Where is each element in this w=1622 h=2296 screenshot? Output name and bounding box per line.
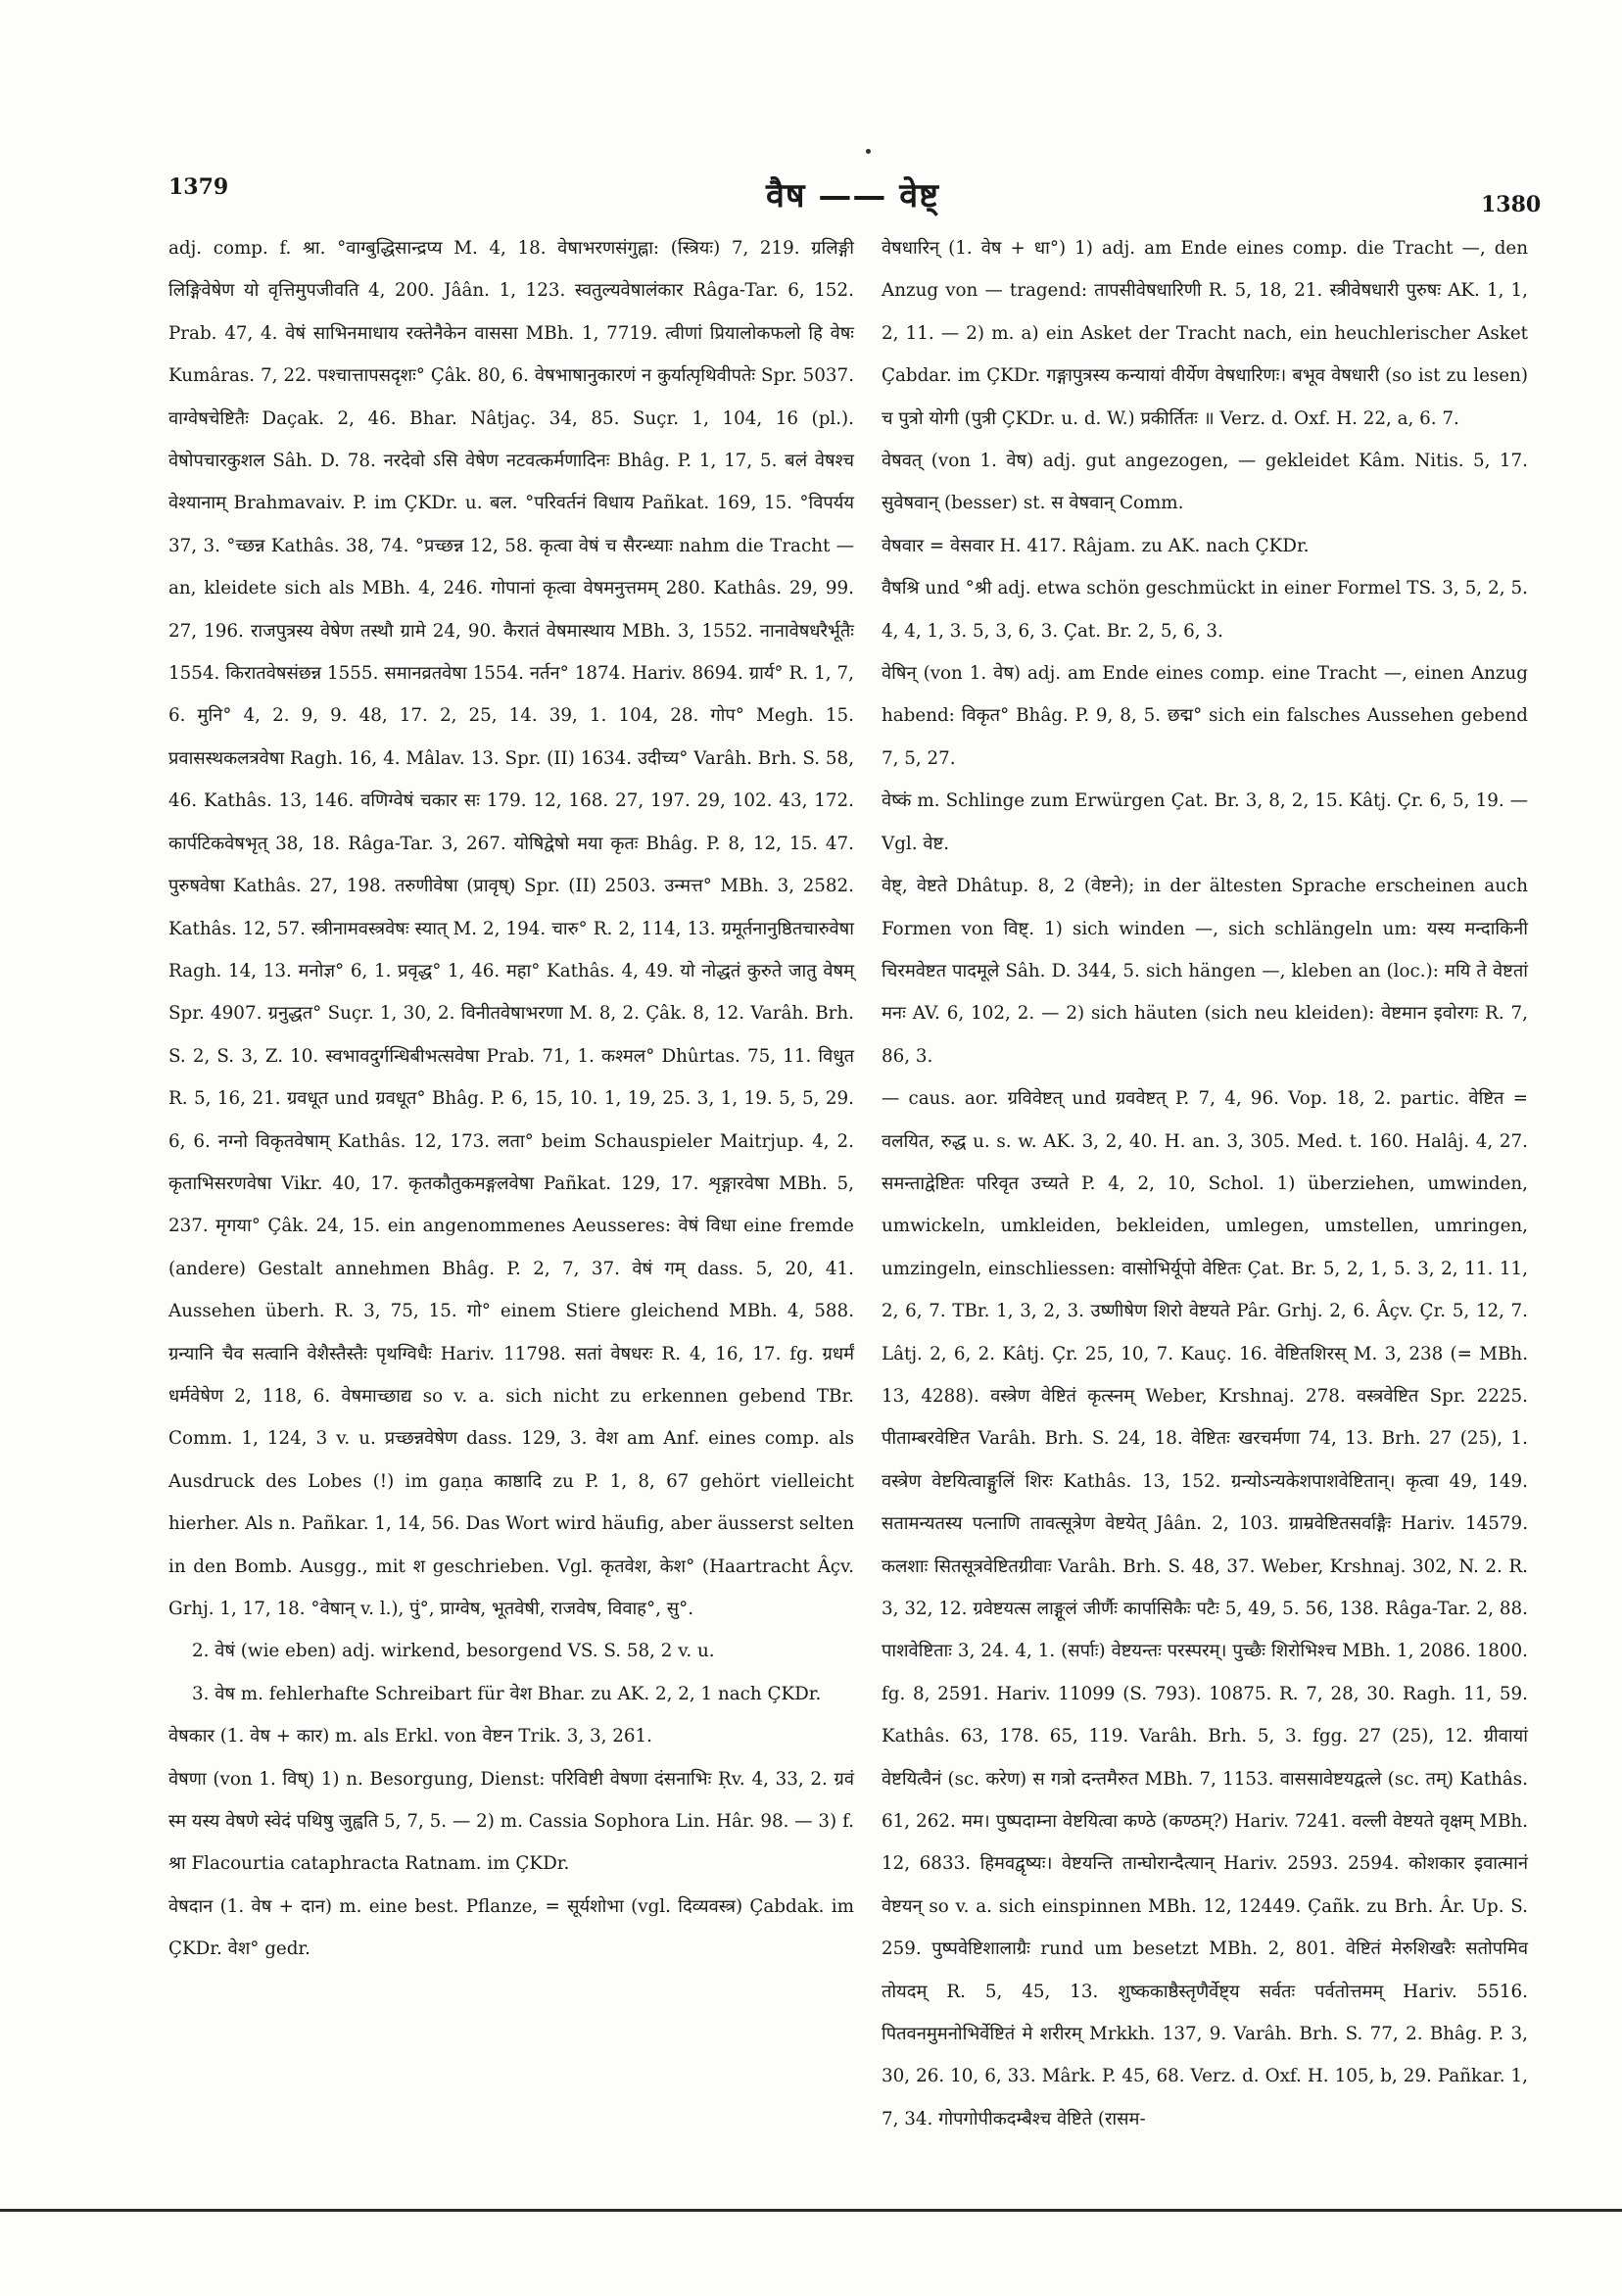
bottom-rule <box>0 2209 1622 2212</box>
entry-veshashri: वैषश्रि und °श्री adj. etwa schön geschmückt in einer Formel TS. 3, 5, 2, 5. 4, 4, 1, 3. 5, 3, 6, 3. Çat. Br. 2, 5, 6, 3. <box>882 578 1528 642</box>
page-number-left: 1379 <box>168 174 229 200</box>
left-column <box>168 227 854 1971</box>
entry-veshta: वेष्ट्, वेष्टते Dhâtup. 8, 2 (वेष्टने); in der ältesten Sprache erscheinen auch Formen von विष्ट्. 1) sich winden —, sich schlängeln um: यस्य मन्दाकिनी चिरमवेष्टत पादमूले Sâh. D. 344, 5. sich hängen —, kleben an (loc.): मयि ते वेष्टतां मनः AV. 6, 102, 2. — 2) sich häuten (sich neu kleiden): वेष्टमान इवोरगः R. 7, 86, 3. <box>882 876 1528 1067</box>
running-header: वैष —— वेष्ट् <box>766 176 939 215</box>
entry-veshavara: वेषवार = वेसवार H. 417. Râjam. zu AK. nach ÇKDr. <box>882 535 1310 556</box>
entry-veshka: वेष्कं m. Schlinge zum Erwürgen Çat. Br. 3, 8, 2, 15. Kâtj. Çr. 6, 5, 19. — Vgl. वेष्ट. <box>882 790 1528 854</box>
entry-veshadana: वेषदान (1. वेष + दान) m. eine best. Pflanze, = सूर्यशोभा (vgl. दिव्यवस्त्र) Çabdak. im ÇKDr. वेश° gedr. <box>168 1895 854 1960</box>
entry-vesha-3: 3. वेष m. fehlerhafte Schreibart für वेश Bhar. zu AK. 2, 2, 1 nach ÇKDr. <box>192 1683 822 1704</box>
page-number-right: 1380 <box>1481 192 1542 217</box>
entry-veshavat: वेषवत् (von 1. वेष) adj. gut angezogen, — gekleidet Kâm. Nitis. 5, 17. सुवेषवान् (besser) st. स वेषवान् Comm. <box>882 451 1528 514</box>
right-column <box>882 227 1528 2140</box>
entry-veshta-causative: — caus. aor. ग्रविवेष्टत् und ग्रववेष्टत् P. 7, 4, 96. Vop. 18, 2. partic. वेष्टित = वलयित, रुद्ध u. s. w. AK. 3, 2, 40. H. an. 3, 305. Med. t. 160. Halâj. 4, 27. समन्ताद्वेष्टितः परिवृत उच्यते P. 4, 2, 10, Schol. 1) überziehen, umwinden, umwickeln, umkleiden, bekleiden, umlegen, umstellen, umringen, umzingeln, einschliessen: वासोभिर्यूपो वेष्टितः Çat. Br. 5, 2, 1, 5. 3, 2, 11. 11, 2, 6, 7. TBr. 1, 3, 2, 3. उष्णीषेण शिरो वेष्टयते Pâr. Grhj. 2, 6. Âçv. Çr. 5, 12, 7. Lâtj. 2, 6, 2. Kâtj. Çr. 25, 10, 7. Kauç. 16. वेष्टितशिरस् M. 3, 238 (= MBh. 13, 4288). वस्त्रेण वेष्टितं कृत्स्नम् Weber, Krshnaj. 278. वस्त्रवेष्टित Spr. 2225. पीताम्बरवेष्टित Varâh. Brh. S. 24, 18. वेष्टितः खरचर्मणा 74, 13. Brh. 27 (25), 1. वस्त्रेण वेष्टयित्वाङ्गुलिं शिरः Kathâs. 13, 152. ग्रन्योऽन्यकेशपाशवेष्टितान्। कृत्वा 49, 149. सतामन्यतस्य पत्नाणि तावत्सूत्रेण वेष्टयेत् Jâân. 2, 103. ग्राम्रवेष्टितसर्वाङ्गैः Hariv. 14579. कलशाः सितसूत्रवेष्टितग्रीवाः Varâh. Brh. S. 48, 37. Weber, Krshnaj. 302, N. 2. R. 3, 32, 12. ग्रवेष्टयत्स लाङ्गूलं जीर्णैः कार्पासिकैः पटैः 5, 49, 5. 56, 138. Râga-Tar. 2, 88. पाशवेष्टिताः 3, 24. 4, 1. (सर्पाः) वेष्टयन्तः परस्परम्। पुच्छैः शिरोभिश्च MBh. 1, 2086. 1800. fg. 8, 2591. Hariv. 11099 (S. 793). 10875. R. 7, 28, 30. Ragh. 11, 59. Kathâs. 63, 178. 65, 119. Varâh. Brh. 5, 3. fgg. 27 (25), 12. ग्रीवायां वेष्टयित्वैनं (sc. करेण) स गत्रो दन्तमैरुत MBh. 7, 1153. वाससावेष्टयद्वत्ले (sc. तम्) Kathâs. 61, 262. मम। पुष्पदाम्ना वेष्टयित्वा कण्ठे (कण्ठम्?) Hariv. 7241. वल्ली वेष्टयते वृक्षम् MBh. 12, 6833. हिमवद्वृष्यः। वेष्टयन्ति तान्घोरान्दैत्यान् Hariv. 2593. 2594. कोशकार इवात्मानं वेष्टयन् so v. a. sich einspinnen MBh. 12, 12449. Çañk. zu Brh. Âr. Up. S. 259. पुष्पवेष्टिशालाग्रैः rund um besetzt MBh. 2, 801. वेष्टितं मेरुशिखरैः सतोपमिव तोयदम् R. 5, 45, 13. शुष्ककाष्ठैस्तृणैर्वेष्ट्य सर्वतः पर्वतोत्तमम् Hariv. 5516. पितवनमुमनोभिर्वेष्टितं मे शरीरम् Mrkkh. 137, 9. Varâh. Brh. S. 77, 2. Bhâg. P. 3, 30, 26. 10, 6, 33. Mârk. P. 45, 68. Verz. d. Oxf. H. 105, b, 29. Pañkar. 1, 7, 34. गोपगोपीकदम्बैश्च वेष्टिते (रासम- <box>882 1088 1528 2129</box>
entry-vesha-continued: adj. comp. f. श्रा. °वाग्बुद्धिसान्द्रप्य M. 4, 18. वेषाभरणसंगुह्ना: (स्त्रियः) 7, 219. ग्रलिङ्गी लिङ्गिवेषेण यो वृत्तिमुपजीवति 4, 200. Jâân. 1, 123. स्वतुल्यवेषालंकार Râga-Tar. 6, 152. Prab. 47, 4. वेषं साभिनमाधाय रक्तेनैकेन वाससा MBh. 1, 7719. त्वीणां प्रियालोकफलो हि वेषः Kumâras. 7, 22. पश्चात्तापसदृशः° Çâk. 80, 6. वेषभाषानुकारणं न कुर्यात्पृथिवीपतेः Spr. 5037. वाग्वेषचेष्टितैः Daçak. 2, 46. Bhar. Nâtjaç. 34, 85. Suçr. 1, 104, 16 (pl.). वेषोपचारकुशल Sâh. D. 78. नरदेवो ऽसि वेषेण नटवत्कर्मणादिनः Bhâg. P. 1, 17, 5. बलं वेषश्च वेश्यानाम् Brahmavaiv. P. im ÇKDr. u. बल. °परिवर्तनं विधाय Pañkat. 169, 15. °विपर्यय 37, 3. °च्छन्न Kathâs. 38, 74. °प्रच्छन्न 12, 58. कृत्वा वेषं च सैरन्ध्याः nahm die Tracht — an, kleidete sich als MBh. 4, 246. गोपानां कृत्वा वेषमनुत्तमम् 280. Kathâs. 29, 99. 27, 196. राजपुत्रस्य वेषेण तस्थौ ग्रामे 24, 90. कैरातं वेषमास्थाय MBh. 3, 1552. नानावेषधरैर्भूतैः 1554. किरातवेषसंछन्न 1555. समानव्रतवेषा 1554. नर्तन° 1874. Hariv. 8694. ग्रार्य° R. 1, 7, 6. मुनि° 4, 2. 9, 9. 48, 17. 2, 25, 14. 39, 1. 104, 28. गोप° Megh. 15. प्रवासस्थकलत्रवेषा Ragh. 16, 4. Mâlav. 13. Spr. (II) 1634. उदीच्य° Varâh. Brh. S. 58, 46. Kathâs. 13, 146. वणिग्वेषं चकार सः 179. 12, 168. 27, 197. 29, 102. 43, 172. कार्पटिकवेषभृत् 38, 18. Râga-Tar. 3, 267. योषिद्वेषो मया कृतः Bhâg. P. 8, 12, 15. 47. पुरुषवेषा Kathâs. 27, 198. तरुणीवेषा (प्रावृष्) Spr. (II) 2503. उन्मत्त° MBh. 3, 2582. Kathâs. 12, 57. स्त्रीनामवस्त्रवेषः स्यात् M. 2, 194. चारु° R. 2, 114, 13. ग्रमूर्तनानुष्ठितचारुवेषा Ragh. 14, 13. मनोज्ञ° 6, 1. प्रवृद्ध° 1, 46. महा° Kathâs. 4, 49. यो नोद्धतं कुरुते जातु वेषम् Spr. 4907. ग्रनुद्धत° Suçr. 1, 30, 2. विनीतवेषाभरणा M. 8, 2. Çâk. 8, 12. Varâh. Brh. S. 2, S. 3, Z. 10. स्वभावदुर्गन्धिबीभत्सवेषा Prab. 71, 1. कश्मल° Dhûrtas. 75, 11. विधुत R. 5, 16, 21. ग्रवधूत und ग्रवधूत° Bhâg. P. 6, 15, 10. 1, 19, 25. 3, 1, 19. 5, 5, 29. 6, 6. नग्नो विकृतवेषाम् Kathâs. 12, 173. लता° beim Schauspieler Maitrjup. 4, 2. कृताभिसरणवेषा Vikr. 40, 17. कृतकौतुकमङ्गलवेषा Pañkat. 129, 17. शृङ्गारवेषा MBh. 5, 237. मृगया° Çâk. 24, 15. ein angenommenes Aeusseres: वेषं विधा eine fremde (andere) Gestalt annehmen Bhâg. P. 2, 7, 37. वेषं गम् dass. 5, 20, 41. Aussehen überh. R. 3, 75, 15. गो° einem Stiere gleichend MBh. 4, 588. ग्रन्यानि चैव सत्वानि वेशैस्तैस्तैः पृथग्विधैः Hariv. 11798. सतां वेषधरः R. 4, 16, 17. fg. ग्रधर्मं धर्मवेषेण 2, 118, 6. वेषमाच्छाद्य so v. a. sich nicht zu erkennen gebend TBr. Comm. 1, 124, 3 v. u. प्रच्छन्नवेषेण dass. 129, 3. वेश am Anf. eines comp. als Ausdruck des Lobes (!) im gaṇa काष्ठादि zu P. 1, 8, 67 gehört vielleicht hierher. Als n. Pañkar. 1, 14, 56. Das Wort wird häufig, aber äusserst selten in den Bomb. Ausgg., mit श geschrieben. Vgl. कृतवेश, केश° (Haartracht Âçv. Grhj. 1, 17, 18. °वेषान् v. l.), पुं°, प्राग्वेष, भूतवेषी, राजवेष, विवाह°, सु°. <box>168 238 854 1619</box>
entry-veshin: वेषिन् (von 1. वेष) adj. am Ende eines comp. eine Tracht —, einen Anzug habend: विकृत° Bhâg. P. 9, 8, 5. छद्म° sich ein falsches Aussehen gebend 7, 5, 27. <box>882 663 1528 769</box>
entry-vesha-2: 2. वेषं (wie eben) adj. wirkend, besorgend VS. S. 58, 2 v. u. <box>192 1641 715 1662</box>
print-dot <box>866 149 871 154</box>
entry-veshadharin: वेषधारिन् (1. वेष + धा°) 1) adj. am Ende eines comp. die Tracht —, den Anzug von — tragend: तापसीवेषधारिणी R. 5, 18, 21. स्त्रीवेषधारी पुरुषः AK. 1, 1, 2, 11. — 2) m. a) ein Asket der Tracht nach, ein heuchlerischer Asket Çabdar. im ÇKDr. गङ्गापुत्रस्य कन्यायां वीर्येण वेषधारिणः। बभूव वेषधारी (so ist zu lesen) च पुत्रो योगी (पुत्री ÇKDr. u. d. W.) प्रकीर्तितः ॥ Verz. d. Oxf. H. 22, a, 6. 7. <box>882 238 1528 429</box>
entry-veshakara: वेषकार (1. वेष + कार) m. als Erkl. von वेष्टन Trik. 3, 3, 261. <box>168 1726 652 1747</box>
entry-veshana: वेषणा (von 1. विष्) 1) n. Besorgung, Dienst: परिविष्टी वेषणा दंसनाभिः Ṛv. 4, 33, 2. ग्रवं स्म यस्य वेषणे स्वेदं पथिषु जुह्वति 5, 7, 5. — 2) m. Cassia Sophora Lin. Hâr. 98. — 3) f. श्रा Flacourtia cataphracta Ratnam. im ÇKDr. <box>168 1768 854 1875</box>
